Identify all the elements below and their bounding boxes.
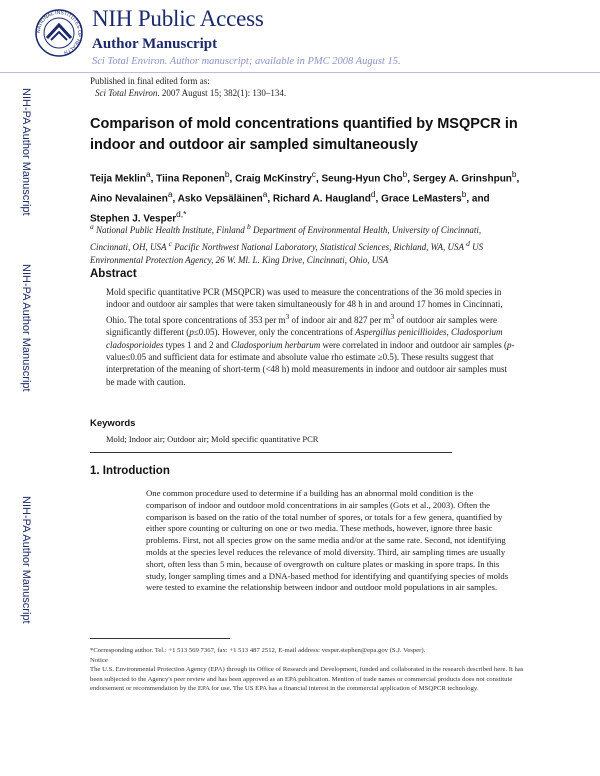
citation xyxy=(95,88,286,98)
author-affiliation-mark: b xyxy=(402,169,408,179)
notice-label: Notice xyxy=(90,656,108,664)
author-separator: , xyxy=(315,173,322,185)
logo-text: NATIONAL INSTITUTES OF HEALTH xyxy=(35,9,83,56)
footnotes xyxy=(90,646,530,694)
affiliations xyxy=(90,220,520,267)
author-separator: , xyxy=(229,173,236,185)
author-separator: , xyxy=(516,173,520,185)
nih-logo xyxy=(34,8,84,58)
author-name: Craig McKinstry xyxy=(235,173,312,185)
introduction-heading: 1. Introduction xyxy=(90,465,170,477)
author-name: Grace LeMasters xyxy=(381,193,462,205)
header-divider xyxy=(0,72,600,73)
header-title: NIH Public Access xyxy=(92,6,264,31)
author-list xyxy=(90,167,520,226)
author-affiliation-mark: a xyxy=(167,188,173,199)
author-separator: , xyxy=(150,173,157,185)
availability-note: Sci Total Environ. Author manuscript; available in PMC 2008 August 15. xyxy=(92,56,401,67)
correspondence-note: *Corresponding author. Tel.: +1 513 569 7367, fax: +1 513 487 2512, E-mail address: vesper.stephen@epa.gov (S.J. Vesper). xyxy=(90,647,426,654)
abstract-heading: Abstract xyxy=(90,268,137,280)
author-separator: , xyxy=(375,193,382,205)
published-label: Published in final edited form as: xyxy=(90,76,210,86)
author-separator: , xyxy=(172,193,178,205)
author-name: Richard A. Haugland xyxy=(272,193,371,205)
author-affiliation-mark: a xyxy=(145,169,151,179)
footnote-divider xyxy=(90,638,230,639)
author-affiliation-mark: b xyxy=(511,169,517,179)
author-separator: , xyxy=(407,173,413,185)
author-name: Teija Meklin xyxy=(90,173,146,185)
article-title: Comparison of mold concentrations quantified by MSQPCR in indoor and outdoor air sampled simultaneously xyxy=(90,116,518,153)
author-name: Sergey A. Grinshpun xyxy=(412,173,512,185)
journal-name: Sci Total Environ xyxy=(95,88,158,98)
header-subtitle: Author Manuscript xyxy=(92,36,218,52)
introduction-body: One common procedure used to determine if a building has an abnormal mold condition is the comparison of indoor and outdoor mold concentrations in air samples (Gots et al., 2003). Often the comparison is based on the ratio of the total number of spores, or totals for a few genera, quantified by either spore counting or culturing on one or two media. These methods, however, ignore three basic problems. First, not all species grow on the same media and/or at the same rate. Second, not identifying molds at the species level reduces the relevance of mold diversity. Third, air sampling times are usually short, often less than 5 min, because of overgrowth on culture plates or masking in spore traps. In this study, longer sampling times and a DNA-based method for identifying and quantifying species of molds were tested to examine the relationship between indoor and outdoor mold populations in air samples. xyxy=(146,488,509,593)
notice-text: The U.S. Environmental Protection Agency (EPA) through its Office of Research and Development, funded and collaborated in the research described here. It has been subjected to the Agency's peer review and has been approved as an EPA publication. Mention of trade names or commercial products does not constitute endorsement or recommendation by the EPA for use. The US EPA has a financial interest in the commercial application of MSQPCR technology. xyxy=(90,666,524,692)
affiliation-mark: b xyxy=(247,222,251,231)
affiliation-text: US Environmental Protection Agency, 26 W. Ml. L. King Drive, Cincinnati, Ohio, USA xyxy=(90,242,484,265)
keywords-heading: Keywords xyxy=(90,418,136,429)
author-name: Stephen J. Vesper xyxy=(90,212,177,224)
keywords-divider xyxy=(90,452,452,453)
author-affiliation-mark: d,* xyxy=(176,208,187,219)
author-affiliation-mark: b xyxy=(224,169,230,179)
keywords-list: Mold; Indoor air; Outdoor air; Mold specific quantitative PCR xyxy=(106,434,319,444)
author-name: Asko Vepsäläinen xyxy=(177,193,263,205)
affiliation-text: Department of Environmental Health, University of Cincinnati, Cincinnati, OH, USA xyxy=(90,225,482,252)
affiliation-text: National Public Health Institute, Finland xyxy=(93,225,247,235)
side-banner-top: NIH-PA Author Manuscript xyxy=(20,88,32,216)
abstract-body: Mold specific quantitative PCR (MSQPCR) was used to measure the concentrations of the 36 mold species in indoor and outdoor air samples that were taken simultaneously for 48 h in and around 17 homes in Cincinnati, Ohio. The total spore concentrations of 353 per $m^3$ of indoor air and 827 per $m^3$ of outdoor air samples were significantly different (p≤0.05). However, only the concentrations of Aspergillus penicillioides, Cladosporium cladosporioides types 1 and 2 and Cladosporium herbarum were correlated in indoor and outdoor air samples (p-value≤0.05 and sufficient data for estimate and absolute value rho estimate ≥0.5). These results suggest that interpretation of the meaning of short-term (<48 h) mold measurements in indoor and outdoor air samples must be made with caution. xyxy=(106,287,515,387)
author-name: Seung-Hyun Cho xyxy=(321,173,403,185)
affiliation-mark: d xyxy=(466,239,470,248)
side-banner-bottom: NIH-PA Author Manuscript xyxy=(20,496,32,624)
author-affiliation-mark: b xyxy=(461,188,467,199)
author-affiliation-mark: d xyxy=(370,188,376,199)
author-name: Aino Nevalainen xyxy=(90,193,168,205)
affiliation-text: Pacific Northwest National Laboratory, Statistical Sciences, Richland, WA, USA xyxy=(171,242,467,252)
citation-details: . 2007 August 15; 382(1): 130–134. xyxy=(157,88,287,98)
author-separator: , xyxy=(267,193,273,205)
affiliation-mark: a xyxy=(90,222,94,231)
author-affiliation-mark: c xyxy=(311,169,316,179)
author-affiliation-mark: a xyxy=(262,188,268,199)
side-banner-middle: NIH-PA Author Manuscript xyxy=(20,264,32,392)
author-name: Tiina Reponen xyxy=(156,173,225,185)
affiliation-mark: c xyxy=(168,239,172,248)
author-separator: , and xyxy=(466,193,490,205)
